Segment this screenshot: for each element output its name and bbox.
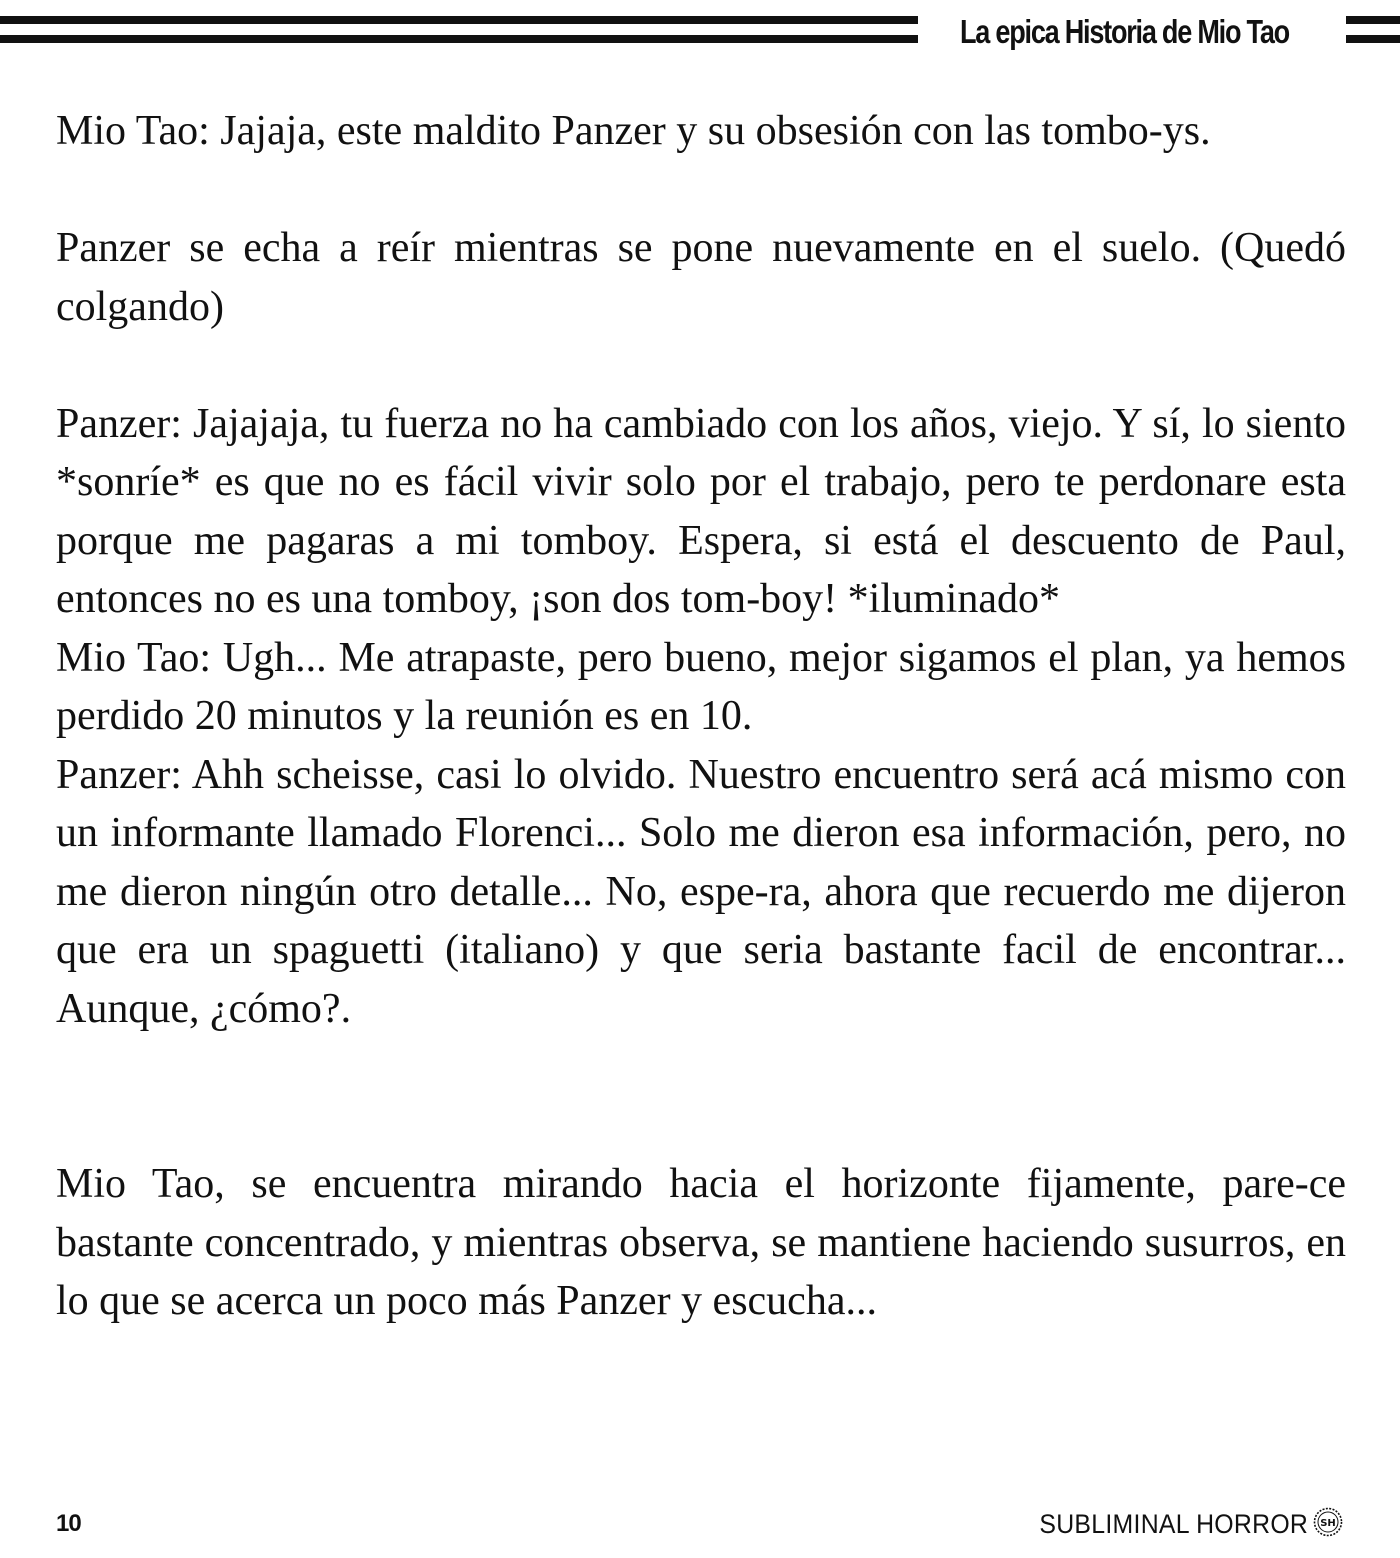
logo-lettering: SH — [1320, 1518, 1336, 1529]
paragraph-narration-2: Mio Tao, se encuentra mirando hacia el horizonte fijamente, pare-ce bastante concentrado, y mientras observa, se mantiene haciendo susurros, en lo que se acerca un poco más Panzer y escucha... — [56, 1161, 1346, 1324]
header-rule-left-bottom — [0, 35, 918, 43]
paragraph-dialogue-mio-tao-1: Mio Tao: Jajaja, este maldito Panzer y su obsesión con las tombo-ys. — [56, 108, 1211, 154]
header-rule-right-bottom — [1346, 35, 1400, 43]
header-rule-right-top — [1346, 16, 1400, 24]
paragraph-spacer — [56, 1038, 1346, 1155]
page-header — [0, 0, 1400, 60]
paragraph-dialogue-panzer-2: Panzer: Ahh scheisse, casi lo olvido. Nuestro encuentro será acá mismo con un informante llamado Florenci... Solo me dieron esa información, pero, no me dieron ningún otro detalle... No, espe-ra, ahora que recuerdo me dijeron que era un spaguetti (italiano) y que seria bastante facil de encontrar... Aunque, ¿cómo?. — [56, 751, 1346, 1032]
brand-name: SUBLIMINAL HORROR — [1039, 1509, 1308, 1539]
circular-seal-icon — [1313, 1507, 1343, 1537]
running-title: La epica Historia de Mio Tao — [960, 13, 1289, 50]
page-body — [56, 102, 1346, 1331]
paragraph-spacer — [56, 161, 1346, 220]
paragraph-spacer — [56, 336, 1346, 395]
page-number: 10 — [56, 1510, 81, 1537]
header-rule-left-top — [0, 16, 918, 24]
paragraph-dialogue-panzer-1: Panzer: Jajajaja, tu fuerza no ha cambiado con los años, viejo. Y sí, lo siento *sonríe* es que no es fácil vivir solo por el trabajo, pero te perdonare esta porque me pagaras a mi tomboy. Espera, si está el descuento de Paul, entonces no es una tomboy, ¡son dos tom-boy! *iluminado* — [56, 400, 1346, 622]
paragraph-dialogue-mio-tao-2: Mio Tao: Ugh... Me atrapaste, pero bueno, mejor sigamos el plan, ya hemos perdido 20 minutos y la reunión es en 10. — [56, 634, 1346, 739]
paragraph-narration-1: Panzer se echa a reír mientras se pone nuevamente en el suelo. (Quedó colgando) — [56, 225, 1346, 330]
